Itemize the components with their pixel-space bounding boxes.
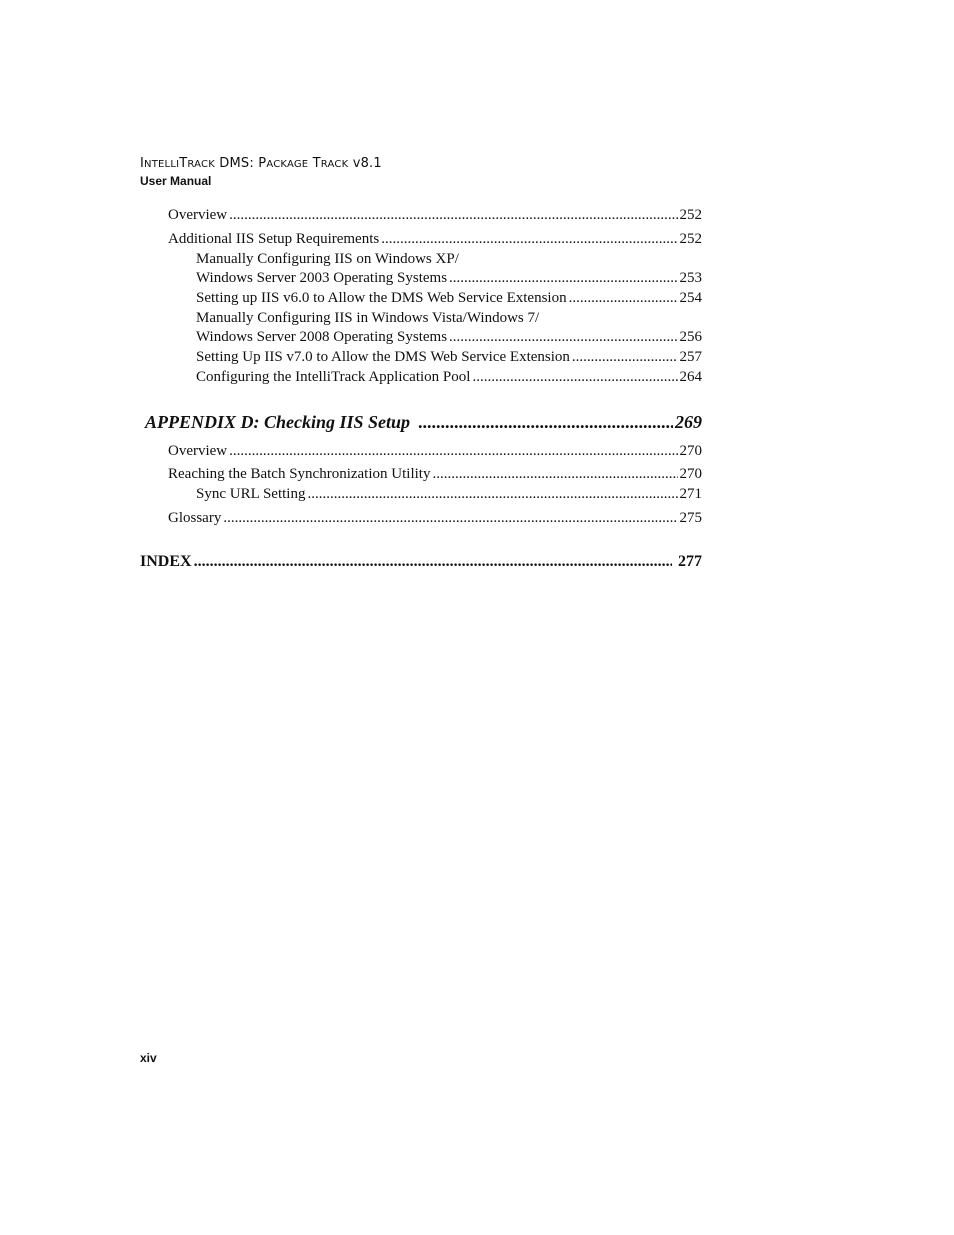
toc-entry[interactable]: Overview ..... 252 bbox=[168, 206, 702, 224]
toc-entry[interactable]: Setting up IIS v6.0 to Allow the DMS Web Service Extension ..... 254 bbox=[196, 289, 702, 307]
toc-entry[interactable]: Configuring the IntelliTrack Application Pool ..... 264 bbox=[196, 368, 702, 386]
running-subtitle: User Manual bbox=[140, 174, 212, 188]
toc-entry[interactable]: Windows Server 2003 Operating Systems ..... 253 bbox=[196, 269, 702, 287]
toc-chapter-entry[interactable]: APPENDIX D: Checking IIS Setup ..... 269 bbox=[145, 411, 702, 433]
toc-entry[interactable]: Setting Up IIS v7.0 to Allow the DMS Web Service Extension ..... 257 bbox=[196, 348, 702, 366]
leader-dots bbox=[449, 269, 677, 287]
running-header: INTELLITRACK DMS: PACKAGE TRACK v8.1 bbox=[140, 156, 382, 171]
toc-entry-line1[interactable]: Manually Configuring IIS on Windows XP/ bbox=[196, 251, 459, 267]
leader-dots bbox=[229, 206, 677, 224]
leader-dots bbox=[194, 552, 672, 572]
toc-entry[interactable]: Additional IIS Setup Requirements ..... 252 bbox=[168, 230, 702, 248]
leader-dots bbox=[569, 289, 678, 307]
leader-dots bbox=[472, 368, 677, 386]
leader-dots bbox=[572, 348, 678, 366]
toc-entry[interactable]: Overview ..... 270 bbox=[168, 442, 702, 460]
leader-dots bbox=[381, 230, 677, 248]
toc-entry-line1[interactable]: Manually Configuring IIS in Windows Vista/Windows 7/ bbox=[196, 310, 540, 326]
toc-entry[interactable]: Sync URL Setting ..... 271 bbox=[196, 485, 702, 503]
leader-dots bbox=[418, 411, 673, 433]
leader-dots bbox=[307, 485, 677, 503]
toc-entry[interactable]: Reaching the Batch Synchronization Utility ..... 270 bbox=[168, 465, 702, 483]
toc-index-entry[interactable]: INDEX ..... 277 bbox=[140, 552, 702, 572]
leader-dots bbox=[223, 509, 677, 527]
page-number: xiv bbox=[140, 1051, 157, 1065]
toc-entry[interactable]: Glossary ..... 275 bbox=[168, 509, 702, 527]
toc-entry[interactable]: Windows Server 2008 Operating Systems ..... 256 bbox=[196, 328, 702, 346]
leader-dots bbox=[432, 465, 677, 483]
leader-dots bbox=[229, 442, 677, 460]
leader-dots bbox=[449, 328, 677, 346]
